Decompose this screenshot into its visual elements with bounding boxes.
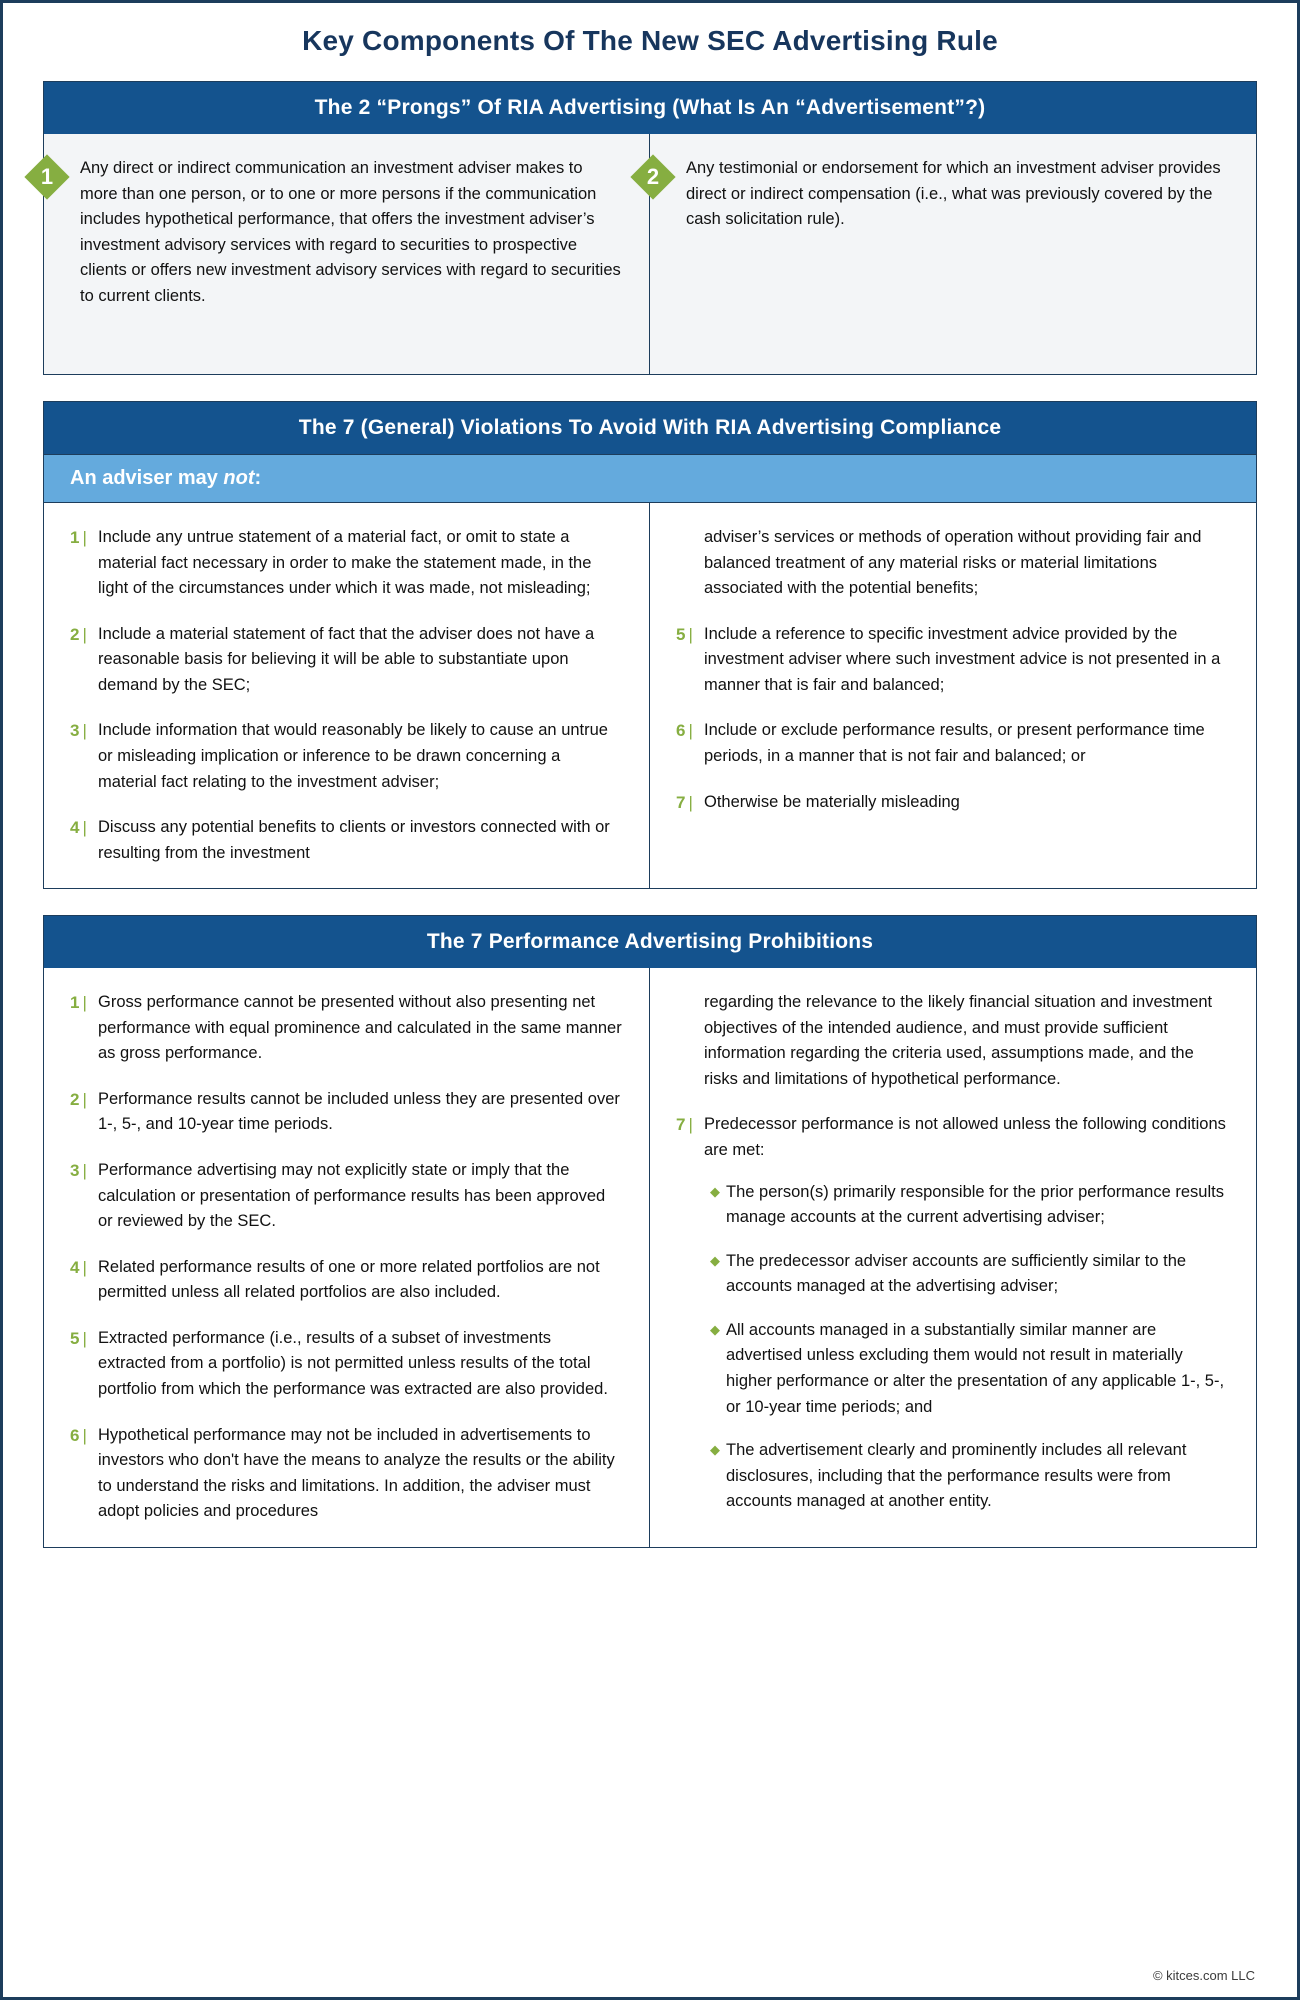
list-item-number: 4 | [70,1257,87,1277]
list-item [70,718,623,795]
section-performance-columns [44,968,1256,1547]
section-prongs [40,81,1257,375]
section-prongs-columns [40,134,1256,374]
list-item [70,1255,623,1306]
list-item-text: Extracted performance (i.e., results of a subset of investments extracted from a portfolio) is not permitted unless results of the total portfolio from which the performance was extracted are also provided. [98,1328,608,1398]
prong-text: Any direct or indirect communication an investment adviser makes to more than one person, or to one or more persons if the communication includes hypothetical performance, that offers the investment adviser’s investment advisory services with regard to securities to prospective clients or offers new investment advisory services with regard to securities to current clients. [80,159,621,305]
list-item-text: Discuss any potential benefits to clients or investors connected with or resulting from the investment [98,818,610,862]
list-item-text: Predecessor performance is not allowed unless the following conditions are met: [704,1115,1226,1159]
list-item [70,990,623,1067]
continuation-text: adviser’s services or methods of operation without providing fair and balanced treatment of any material risks or material limitations associated with the potential benefits; [704,528,1202,598]
list-item [70,1423,623,1525]
violations-list-left [70,525,623,866]
sub-list-item [676,1438,1230,1515]
list-item-number: 7 | [676,792,693,812]
list-item [70,1087,623,1138]
list-item [676,790,1230,816]
prong-item [646,156,1230,233]
section-prongs-header: The 2 “Prongs” Of RIA Advertising (What Is An “Advertisement”?) [44,82,1256,134]
performance-column-right [650,968,1256,1547]
list-item [70,1326,623,1403]
sub-list-item-text: The person(s) primarily responsible for the prior performance results manage accounts at the current advertising adviser; [726,1182,1224,1227]
section-violations-subheader [44,454,1256,503]
prong-column-2 [646,134,1256,374]
section-violations-columns [44,503,1256,888]
section-performance-header: The 7 Performance Advertising Prohibitions [44,916,1256,968]
list-item [70,622,623,699]
list-item-text: Performance results cannot be included unless they are presented over 1-, 5-, and 10-year time periods. [98,1089,620,1134]
performance-list-left [70,990,623,1525]
prong-text: Any testimonial or endorsement for which an investment adviser provides direct or indirect compensation (i.e., what was previously covered by the cash solicitation rule). [686,159,1221,229]
violations-column-left [44,503,650,888]
prong-item [40,156,623,309]
diamond-bullet-icon: ◆ [710,1321,720,1337]
list-item-number: 1 | [70,528,87,547]
performance-list-right [676,1112,1230,1163]
prong-number: 2 [646,164,660,189]
violations-column-right [650,503,1256,888]
subheader-prefix: An adviser may [70,467,224,489]
list-item-text: Include any untrue statement of a material fact, or omit to state a material fact necessary in order to make the statement made, in the light of the circumstances under which it was made, not misleading; [98,528,592,598]
list-item-text: Include information that would reasonably be likely to cause an untrue or misleading implication or inference to be drawn concerning a material fact relating to the investment adviser; [98,721,608,791]
list-item-text: Include or exclude performance results, or present performance time periods, in a manner that is not fair and balanced; or [704,721,1205,765]
sub-list-item-text: The advertisement clearly and prominently includes all relevant disclosures, including that the performance results were from accounts managed at another entity. [726,1441,1187,1511]
diamond-badge-icon [630,154,676,200]
list-item-number: 2 | [70,624,87,644]
diamond-bullet-icon: ◆ [710,1442,720,1458]
predecessor-conditions-list [676,1180,1230,1515]
sub-list-item [676,1249,1230,1300]
list-item-number: 3 | [70,1161,87,1180]
list-item-number: 4 | [70,818,87,838]
list-item [676,718,1230,769]
prong-number: 1 [40,164,54,189]
list-item-number: 3 | [70,721,87,741]
list-item [676,1112,1230,1163]
list-item-text: Performance advertising may not explicitly state or imply that the calculation or presentation of performance results has been approved or reviewed by the SEC. [98,1161,606,1231]
list-item [70,1158,623,1235]
list-item-number: 1 | [70,993,87,1013]
list-item-text: Gross performance cannot be presented without also presenting net performance with equal prominence and calculated in the same manner as gross performance. [98,993,622,1063]
sub-list-item-text: The predecessor adviser accounts are sufficiently similar to the accounts managed at the advertising adviser; [726,1251,1187,1296]
list-item-number: 5 | [676,624,693,644]
diamond-badge-icon [24,154,70,200]
page-title: Key Components Of The New SEC Advertising Rule [302,25,998,56]
list-item-number: 5 | [70,1328,87,1348]
list-item-text: Include a reference to specific investment advice provided by the investment adviser where such investment advice is not presented in a manner that is fair and balanced; [704,624,1221,694]
sub-list-item [676,1318,1230,1420]
sub-list-item [676,1180,1230,1231]
section-violations-header: The 7 (General) Violations To Avoid With RIA Advertising Compliance [44,402,1256,454]
list-item-text: Related performance results of one or more related portfolios are not permitted unless all related portfolios are also included. [98,1257,600,1302]
diamond-bullet-icon: ◆ [710,1252,720,1268]
list-item [70,525,623,602]
section-violations [43,401,1257,889]
diamond-bullet-icon: ◆ [710,1183,720,1199]
list-item-number: 6 | [70,1425,87,1445]
list-item-number: 7 | [676,1115,693,1135]
copyright-notice: © kitces.com LLC [1152,1968,1255,1983]
subheader-suffix: : [254,467,262,489]
list-item [70,815,623,866]
list-item-number: 6 | [676,721,693,741]
continuation-text: regarding the relevance to the likely financial situation and investment objectives of the intended audience, and must provide sufficient information regarding the criteria used, assumptions made, and the risks and limitations of hypothetical performance. [704,993,1213,1088]
subheader-emphasis: not [223,467,255,489]
list-item-text: Include a material statement of fact that the adviser does not have a reasonable basis for believing it will be able to substantiate upon demand by the SEC; [98,624,595,694]
list-item-text: Otherwise be materially misleading [704,792,960,811]
list-item-number: 2 | [70,1089,87,1109]
prong-column-1 [40,134,650,374]
list-item-text: Hypothetical performance may not be included in advertisements to investors who don't have the means to analyze the results or the ability to understand the risks and limitations. In addition, the adviser must adopt policies and procedures [98,1425,615,1521]
performance-column-left [44,968,650,1547]
list-item [676,622,1230,699]
violations-list-right [676,622,1230,816]
sub-list-item-text: All accounts managed in a substantially similar manner are advertised unless excluding them would not result in materially higher performance or alter the presentation of any applicable 1-, 5-, or 10-year time periods; and [726,1320,1225,1416]
section-performance [43,915,1257,1548]
